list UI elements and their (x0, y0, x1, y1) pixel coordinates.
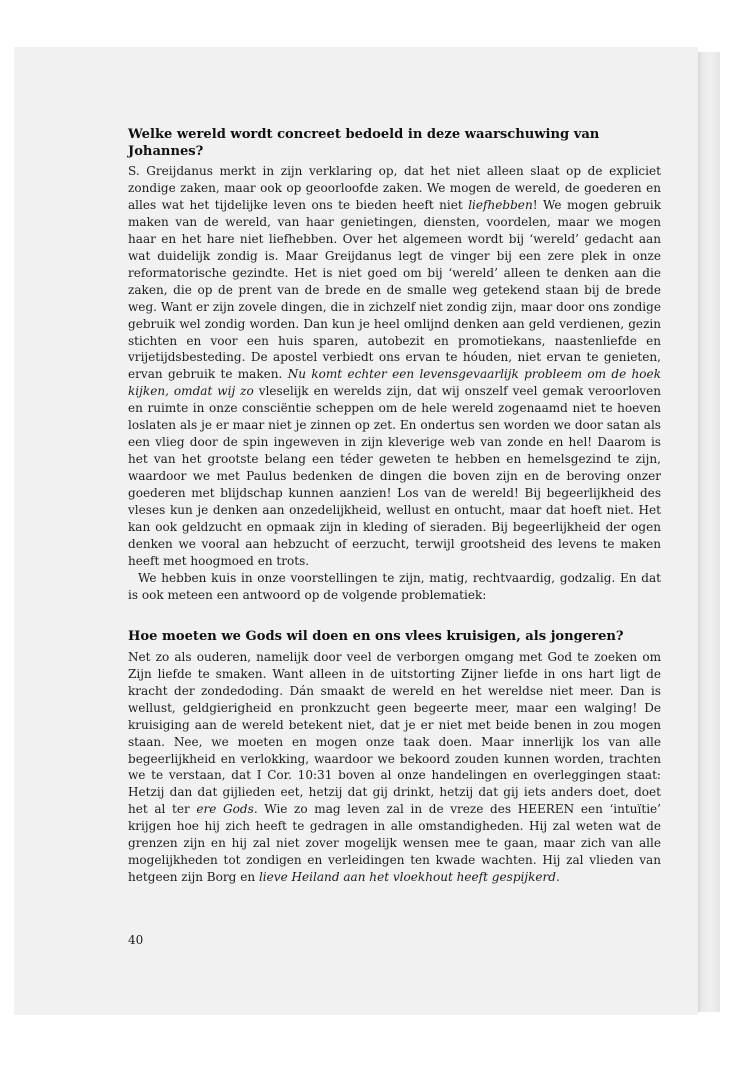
page-number: 40 (128, 933, 144, 947)
paragraph-world (128, 163, 661, 570)
paragraph-youth (128, 649, 661, 886)
paragraph-text: . Wie zo mag leven zal in de vreze des HEEREN een ‘intuïtie’ krijgen hoe hij zich heeft te gedragen in alle omstandigheden. Hij zal weten wat de grenzen zijn en hij zal niet zover mogelijk wensen mee te gaan, maar zich van alle mogelijkheden tot zondigen en verleidingen ten kwade wachten. Hij zal vlieden van hetgeen zijn Borg en (128, 802, 662, 885)
section-heading-world: Welke wereld wordt concreet bedoeld in deze waarschuwing van Johannes? (128, 127, 600, 159)
paragraph-text: Net zo als ouderen, namelijk door veel de verborgen omgang met God te zoeken om Zijn liefde te smaken. Want alleen in de uitstorting Zijner liefde in ons hart ligt de kracht der zondedoding. Dán smaakt de wereld en het wereldse niet meer. Dan is wellust, geldgierigheid en pronkzucht geen begeerte meer, maar een walging! De kruisiging aan de wereld betekent niet, dat je er niet met beide benen in zou mogen staan. Nee, we moeten en mogen onze taak doen. Maar innerlijk los van alle begeerlijkheid en verlokking, waardoor we bekoord zouden kunnen worden, trachten we te verstaan, dat I Cor. 10:31 boven al onze handelingen en overleggingen staat: Hetzij dan dat gijlieden eet, hetzij dat gij drinkt, hetzij dat gij iets anders doet, doet het al ter (128, 649, 661, 817)
paragraph-text: ! We mogen gebruik maken van de wereld, van haar genietingen, diensten, voordelen, maar we mogen haar en het hare niet liefhebben. Over het algemeen wordt bij ‘wereld’ gedacht aan wat duidelijk zondig is. Maar Greijdanus legt de vinger bij een zere plek in onze reformatorische gezindte. Het is niet goed om bij ‘wereld’ alleen te denken aan die zaken, die op de prent van de brede en de smalle weg getekend staan bij de brede weg. Want er zijn zovele dingen, die in zichzelf niet zondig zijn, maar door ons zondige gebruik wel zondig worden. Dan kun je heel omlijnd denken aan geld verdienen, gezin stichten en voor een huis sparen, autobezit en promotiekans, naastenliefde en vrijetijdsbesteding. De apostel verbiedt ons ervan te hóuden, niet ervan te genieten, ervan gebruik te maken. (128, 197, 661, 382)
page-text (128, 126, 661, 886)
paragraph-text: . (556, 870, 560, 885)
emphasis-text: lieve Heiland aan het vloekhout heeft gespijkerd (258, 870, 557, 885)
paragraph-chaste: We hebben kuis in onze voorstellingen te zijn, matig, rechtvaardig, godzalig. En dat is ook meteen een antwoord op de volgende problematiek: (128, 570, 661, 602)
emphasis-text: liefhebben (468, 197, 533, 212)
emphasis-text: ere Gods (196, 802, 254, 817)
paragraph-text: vleselijk en werelds zijn, dat wij onszelf veel gemak veroorloven en ruimte in onze consciëntie scheppen om de hele wereld zogenaamd niet te hoeven loslaten als je er maar niet je zinnen op zet. En ondertus sen worden we door satan als een vlieg door de spin ingeweven in zijn kleverige web van zonde en hel! Daarom is het van het grootste belang een téder geweten te hebben en hemelsgezind te zijn, waardoor we met Paulus bedenken de dingen die boven zijn en de beroving onzer goederen met blijdschap kunnen aanzien! Los van de wereld! Bij begeerlijkheid des vleses kun je denken aan onzedelijkheid, wellust en ontucht, maar dat hoeft niet. Het kan ook geldzucht en opmaak zijn in kleding of sieraden. Bij begeerlijkheid der ogen denken we vooral aan hebzucht of eerzucht, terwijl grootsheid des levens te maken heeft met hoogmoed en trots. (128, 384, 661, 568)
page-edge (698, 52, 720, 1012)
emphasis-text: Nu komt echter een levensgevaarlijk probleem om de hoek kijken, omdat wij zo (128, 367, 661, 399)
section-heading-youth: Hoe moeten we Gods wil doen en ons vlees kruisigen, als jongeren? (128, 628, 624, 644)
paragraph-text: S. Greijdanus merkt in zijn verklaring op, dat het niet alleen slaat op de expliciet zondige zaken, maar ook op geoorloofde zaken. We mogen de wereld, de goederen en alles wat het tijdelijke leven ons te bieden heeft niet (128, 164, 661, 212)
